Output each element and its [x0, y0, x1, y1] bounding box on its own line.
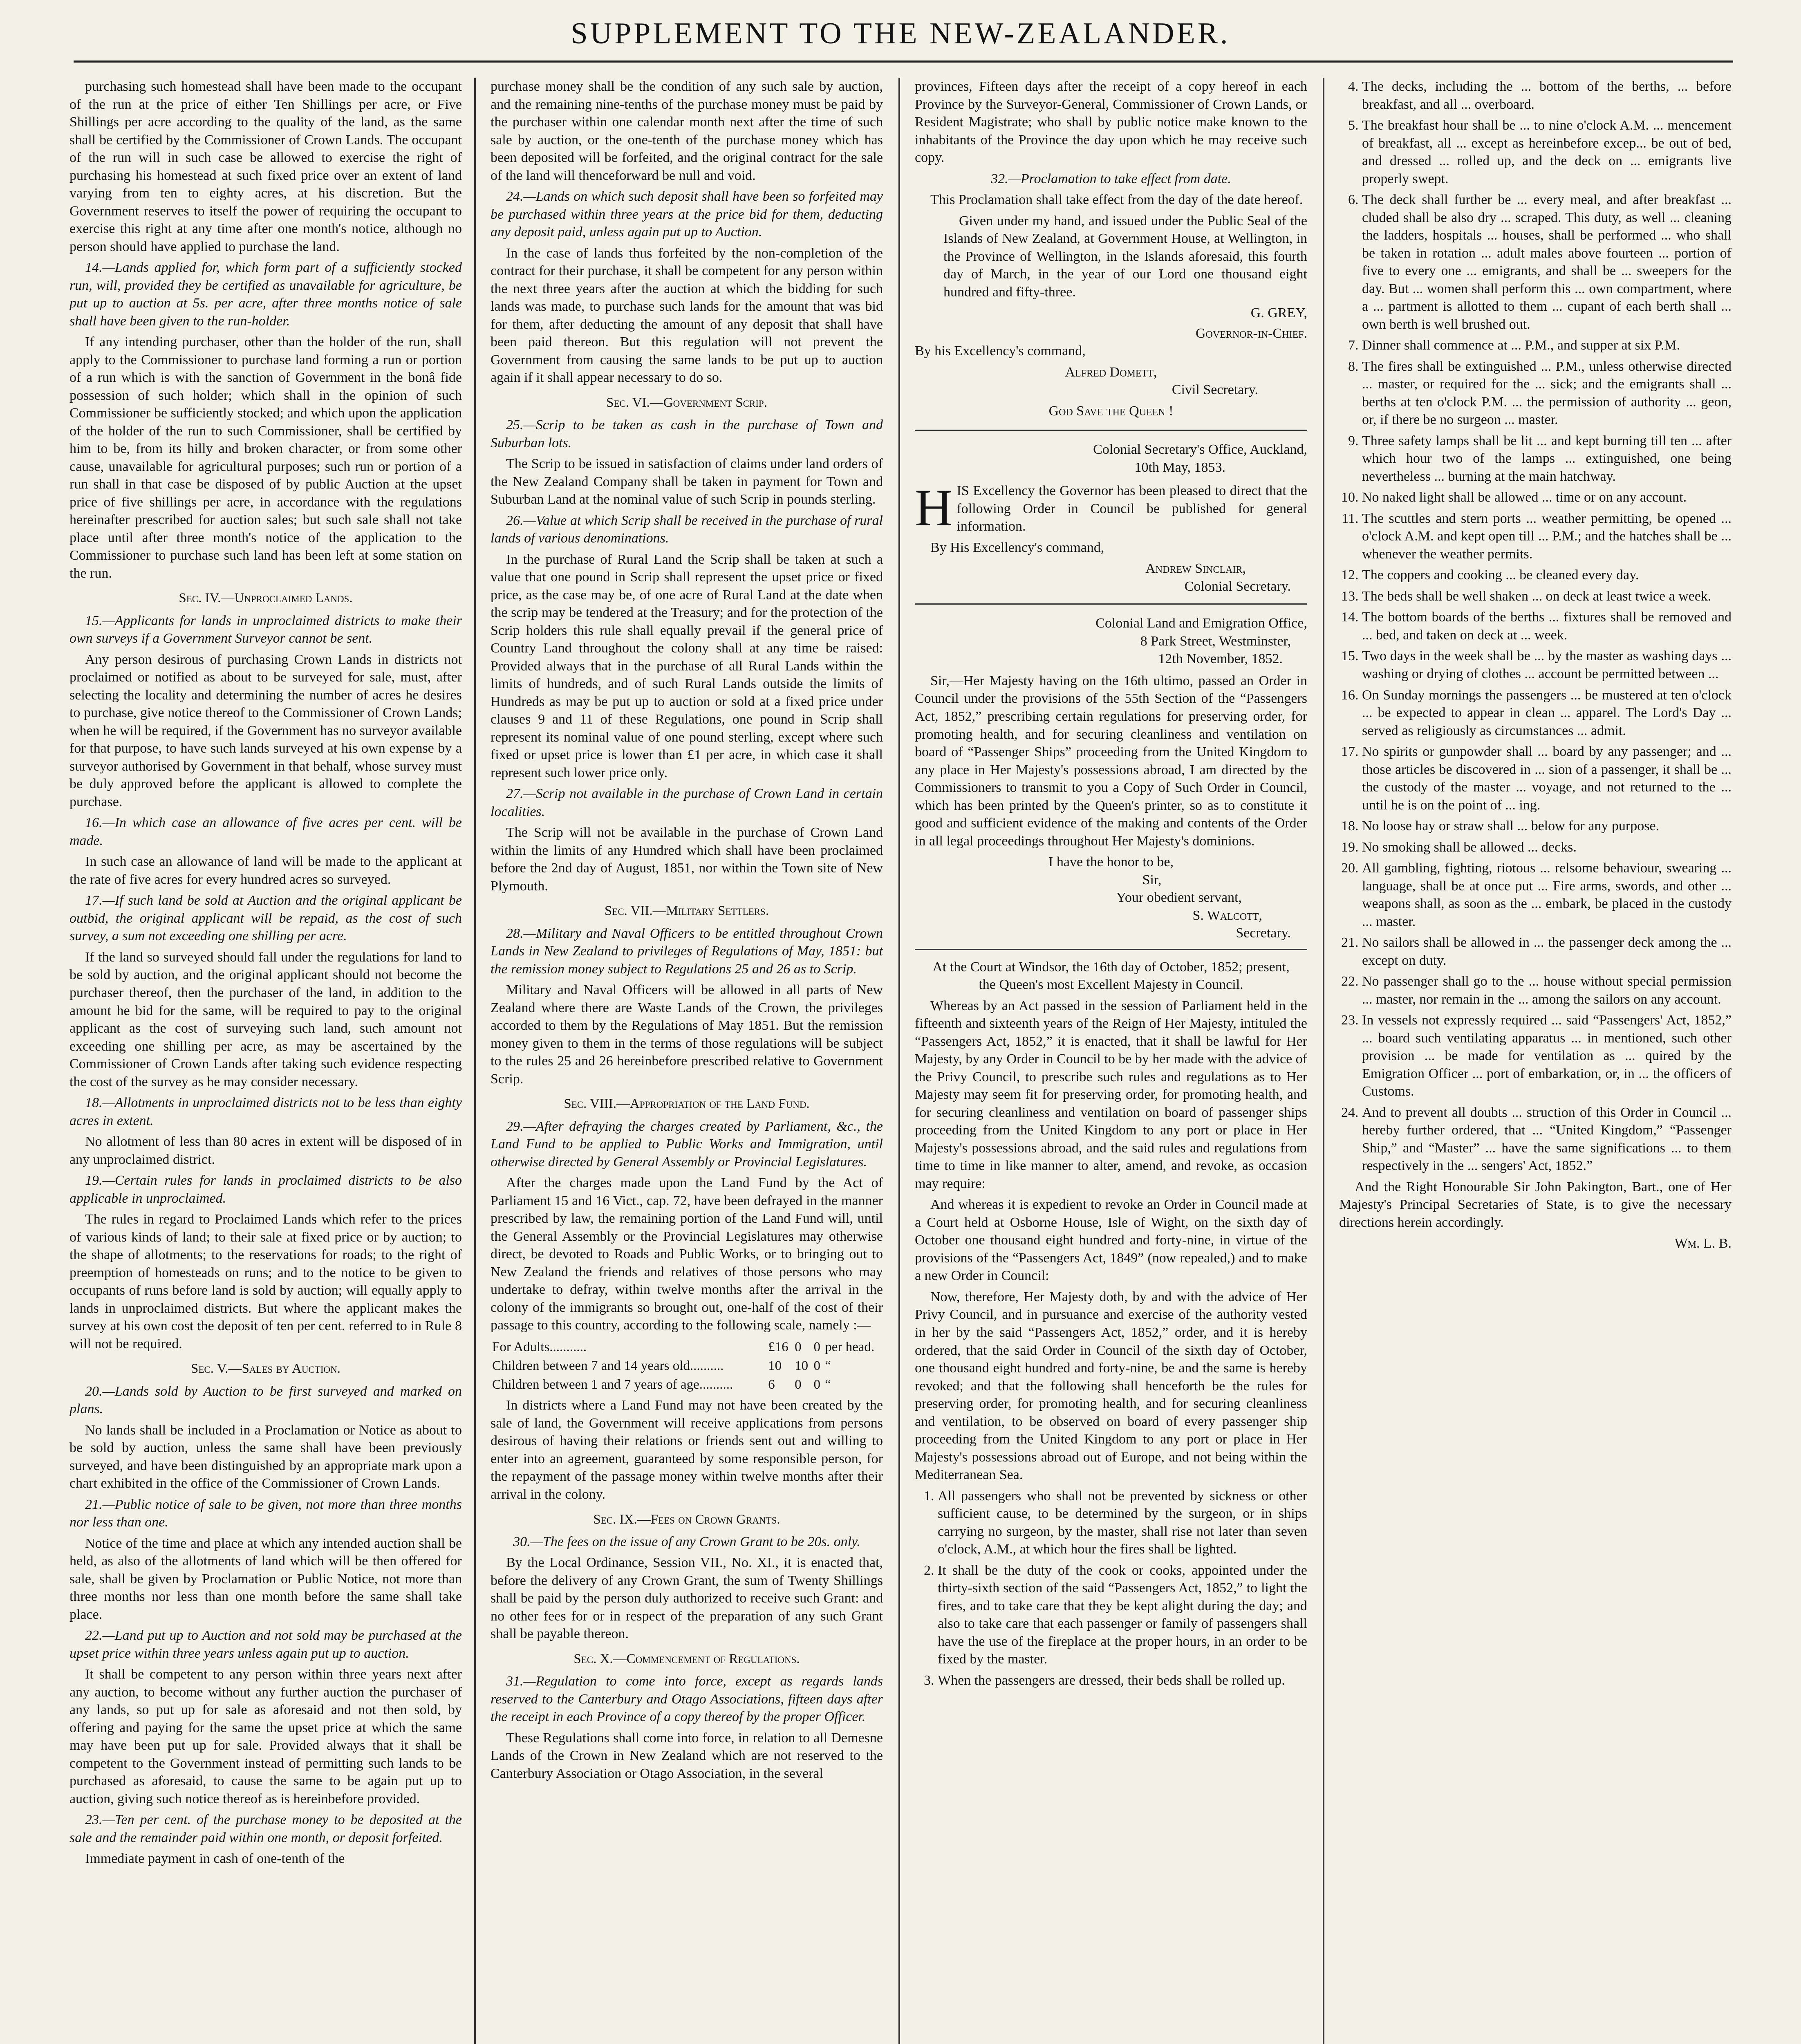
paragraph: Military and Naval Officers will be allowed in all parts of New Zealand where there are Waste Lands of the Crown, the privileges accorded to them by the Regulations of May 1851. But the remission money given to them in the terms of those regulations will be subject to the rules 25 and 26 hereinbefore prescribed relative to Government Scrip. — [491, 982, 883, 1087]
rules-list — [1339, 78, 1732, 1175]
paragraph: By the Local Ordinance, Session VII., No. XI., it is enacted that, before the delivery of any Crown Grant, the sum of Twenty Shillings shall be paid by the person duly authorized to receive such Grant: and no other fees for or in respect of the preparation of any such Grant shall be payable thereon. — [491, 1555, 883, 1642]
list-item: 11. The scuttles and stern ports ... weather permitting, be opened ... o'clock A.M. and kept open till ... P.M.; and the hatches shall be ... whenever the weather permits. — [1362, 510, 1732, 563]
paragraph: purchasing such homestead shall have been made to the occupant of the run at the price of either Ten Shillings per acre, or Five Shillings per acre according to the quality of the land, as the same shall be certified by the Commissioner of Crown Lands. The occupant of the run will in such case be allowed to exercise the right of purchasing his homestead at such fixed price over an extent of land varying from ten to eighty acres, at his discretion. But the Government reserves to itself the power of requiring the occupant to exercise this right at any time after one month's notice, although no person should have applied to purchase the land. — [69, 79, 462, 254]
paragraph: The Scrip will not be available in the purchase of Crown Land within the limits of any Hundred which shall have been proclaimed before the 2nd day of August, 1851, nor within the Town site of New Plymouth. — [491, 825, 883, 894]
paragraph: By His Excellency's command, — [930, 540, 1104, 555]
clause-heading: 28.—Military and Naval Officers to be entitled throughout Crown Lands in New Zealand to privileges of Regulations of May, 1851: but the remission money subject to Regulations 25 and 26 as to Scrip. — [491, 926, 883, 977]
list-item: 14. The bottom boards of the berths ... fixtures shall be removed and ... bed, and taken on deck at ... week. — [1362, 608, 1732, 644]
list-item: 4. The decks, including the ... bottom of the berths, ... before breakfast, and all ... overboard. — [1362, 78, 1732, 113]
clause-heading: 22.—Land put up to Auction and not sold may be purchased at the upset price within three years unless again put up to auction. — [69, 1628, 462, 1661]
clause-heading: 16.—In which case an allowance of five acres per cent. will be made. — [69, 815, 462, 848]
masthead-rule — [74, 61, 1733, 63]
column-divider — [474, 78, 476, 2044]
divider — [915, 430, 1307, 431]
paragraph: Notice of the time and place at which any intended auction shall be held, as also of the allotments of land which will be then offered for sale, shall be given by Proclamation or Public Notice, not more than three months nor less than one month before the same shall take place. — [69, 1535, 462, 1622]
masthead: SUPPLEMENT TO THE NEW-ZEALANDER. — [571, 17, 1230, 50]
list-item: 2. It shall be the duty of the cook or cooks, appointed under the thirty-sixth section of the said “Passengers Act, 1852,” to light the fires, and to take care that they be kept alight during the day; and also to take care that each passenger or family of passengers shall have the use of the fireplace at the proper hours, in an order to be fixed by the master. — [938, 1562, 1307, 1668]
dateline: 8 Park Street, Westminster, — [1140, 633, 1291, 649]
closing-line: I have the honor to be, — [1048, 854, 1174, 870]
closing-line: Sir, — [1142, 872, 1162, 888]
table-cell: 0 — [813, 1358, 821, 1373]
paragraph: No allotment of less than 80 acres in extent will be disposed of in any unproclaimed district. — [69, 1134, 462, 1167]
signature: G. GREY, — [1250, 305, 1307, 321]
table-cell: For Adults........... — [492, 1339, 587, 1354]
dateline: 10th May, 1853. — [1134, 459, 1225, 475]
paragraph: And whereas it is expedient to revoke an Order in Council made at a Court held at Osborne House, Isle of Wight, on the sixth day of October one thousand eight hundred and forty-nine, in virtue of the provisions of the “Passengers Act, 1849” (now repealed,) and to make a new Order in Council: — [915, 1197, 1307, 1284]
paragraph: This Proclamation shall take effect from the day of the date hereof. — [930, 192, 1303, 208]
table-row — [491, 1375, 883, 1394]
paragraph — [915, 479, 1307, 537]
signature-title: Civil Secretary. — [1172, 382, 1258, 398]
list-item: 3. When the passengers are dressed, their beds shall be rolled up. — [938, 1672, 1307, 1690]
table-cell: 0 — [813, 1377, 821, 1392]
paragraph: Given under my hand, and issued under the Public Seal of the Islands of New Zealand, at Government House, at Wellington, in the Province of Wellington, in the Islands aforesaid, this fourth day of March, in the year of our Lord one thousand eight hundred and fifty-three. — [943, 213, 1307, 300]
table-cell: “ — [825, 1377, 831, 1392]
clause-heading: 19.—Certain rules for lands in proclaimed districts to be also applicable in unproclaimed. — [69, 1173, 462, 1206]
paragraph: If any intending purchaser, other than the holder of the run, shall apply to the Commissioner to purchase land forming a run or portion of a run which is with the sanction of Government in the bonâ fide possession of such holder; which shall in the opinion of such Commissioner be sufficiently stocked; and which upon the application of the holder of the run to such Commissioner, shall be certified by him to be, from its hilly and broken character, or from some other cause, unavailable for agricultural purposes; such run or portion of a run shall in that case be disposed of by public Auction at the upset price of five shillings per acre, in accordance with the regulations hereinafter prescribed for auction sales; but such sale shall not take place until after three month's notice of the application to the Commissioner to purchase such land has been left at some station on the run. — [69, 334, 462, 581]
paragraph: In such case an allowance of land will be made to the applicant at the rate of five acres for every hundred acres so surveyed. — [69, 854, 462, 887]
list-item: 8. The fires shall be extinguished ... P.M., unless otherwise directed ... master, or required for the ... sick; and the emigrants shall ... berths at ten o'clock P.M. ... the permission of authority ... geon, or, if there be no surgeon ... master. — [1362, 358, 1732, 429]
rules-list — [915, 1487, 1307, 1690]
table-cell: “ — [825, 1358, 831, 1373]
paragraph-text: IS Excellency the Governor has been pleased to direct that the following Order in Council be published for general information. — [957, 483, 1307, 534]
paragraph: provinces, Fifteen days after the receipt of a copy hereof in each Province by the Surveyor-General, Commissioner of Crown Lands, or Resident Magistrate; who shall by public notice make known to the inhabitants of the Province the day upon which he may receive such copy. — [915, 79, 1307, 166]
list-item: 7. Dinner shall commence at ... P.M., and supper at six P.M. — [1362, 336, 1732, 354]
clause-heading: 14.—Lands applied for, which form part of a sufficiently stocked run, will, provided they be certified as unavailable for agriculture, be put up to auction at 5s. per acre, after three months notice of sale shall have been given to the run-holder. — [69, 260, 462, 329]
clause-heading: 20.—Lands sold by Auction to be first surveyed and marked on plans. — [69, 1383, 462, 1417]
section-heading: Sec. V.—Sales by Auction. — [191, 1361, 340, 1376]
column-4 — [1339, 78, 1732, 2044]
signature-title: Colonial Secretary. — [1184, 578, 1291, 594]
section-heading: Sec. IV.—Unproclaimed Lands. — [179, 591, 353, 606]
clause-heading: 17.—If such land be sold at Auction and the original applicant be outbid, the original applicant will be repaid, as the cost of such survey, a sum not exceeding one shilling per acre. — [69, 893, 462, 944]
list-item: 1. All passengers who shall not be prevented by sickness or other sufficient cause, to be determined by the surgeon, or in ships carrying no surgeon, by the master, shall rise not later than seven o'clock, A.M., at which hour the fires shall be lighted. — [938, 1487, 1307, 1558]
dateline: Colonial Secretary's Office, Auckland, — [1093, 442, 1307, 457]
list-item: 13. The beds shall be well shaken ... on deck at least twice a week. — [1362, 587, 1732, 605]
table-cell: 10 — [768, 1358, 782, 1373]
clause-heading: 26.—Value at which Scrip shall be received in the purchase of rural lands of various denominations. — [491, 513, 883, 546]
paragraph: If the land so surveyed should fall under the regulations for land to be sold by auction, and the original applicant should not become the purchaser thereof, then the purchaser of the land, in addition to the amount he bid for the same, will be required to pay to the original applicant as the cost of surveying such land, such amount not exceeding one shilling per acre, as may be ascertained by the Commissioner of Crown Lands after taking such evidence respecting the cost of the survey as he may consider necessary. — [69, 949, 462, 1089]
table-cell: 0 — [813, 1339, 821, 1354]
signature: S. Walcott, — [1192, 908, 1262, 923]
paragraph: Immediate payment in cash of one-tenth of the — [85, 1851, 345, 1867]
list-item: 17. No spirits or gunpowder shall ... board by any passenger; and ... those articles be discovered in ... sion of a passenger, it shall be ... the custody of the master ... voyage, and not returned to the ... until he is on the point of ... ing. — [1362, 743, 1732, 814]
list-item: 22. No passenger shall go to the ... house without special permission ... master, nor remain in the ... among the sailors on any account. — [1362, 973, 1732, 1008]
clause-heading: 27.—Scrip not available in the purchase of Crown Land in certain localities. — [491, 786, 883, 819]
paragraph: Whereas by an Act passed in the session of Parliament held in the fifteenth and sixteenth years of the Reign of Her Majesty, intituled the “Passengers Act, 1852,” it is enacted, that it shall be lawful for Her Majesty, by any Order in Council to be by her made with the advice of the Privy Council, to prescribe such rules and regulations as to Her Majesty may seem fit for preserving order, for promoting health, and for securing cleanliness and ventilation on board of passenger ships proceeding from the United Kingdom to any port or place in Her Majesty's possessions abroad, and the said rules and regulations from time to time in like manner to alter, amend, and revoke, as occasion may require: — [915, 998, 1307, 1191]
paragraph: It shall be competent to any person within three years next after any auction, to become without any further auction the purchaser of any lands, so put up for sale as aforesaid and not then sold, by offering and paying for the same the upset price at which the same may have been put up for sale. Provided always that it shall be competent to the Government instead of permitting such lands to be purchased as aforesaid, to cause the same to be again put up to auction, giving such notice thereof as is hereinbefore provided. — [69, 1667, 462, 1806]
table-cell: 0 — [795, 1377, 802, 1392]
paragraph: In districts where a Land Fund may not have been created by the sale of land, the Government will receive applications from persons desirous of having their relations or friends sent out and willing to enter into an agreement, guaranteed by some responsible person, for the repayment of the passage money within twelve months after their arrival in the colony. — [491, 1398, 883, 1502]
clause-heading: 32.—Proclamation to take effect from date. — [991, 171, 1231, 186]
divider — [915, 603, 1307, 605]
list-item: 19. No smoking shall be allowed ... decks. — [1362, 838, 1732, 856]
paragraph: In the purchase of Rural Land the Scrip shall be taken at such a value that one pound in Scrip shall represent the upset price or fixed price, as the case may be, of one acre of Rural Land at the date when the scrip may be tendered at the Treasury; and for the protection of the Scrip holders this rule shall equally prevail if the general price of Country Land throughout the colony shall at any time be raised: Provided always that in the purchase of all Rural Lands within the limits of hundreds, and of such Rural Lands outside the limits of Hundreds as may be put up to auction or sold at a fixed price under clauses 9 and 11 of these Regulations, one pound in Scrip shall represent its nominal value of one pound sterling, except where such fixed or upset price is lower than £1 per acre, in which case it shall represent such lower price only. — [491, 551, 883, 780]
list-item: 12. The coppers and cooking ... be cleaned every day. — [1362, 566, 1732, 584]
list-item: 6. The deck shall further be ... every meal, and after breakfast ... cluded shall be also dry ... scraped. This duty, as well ... cleaning the ladders, hospitals ... houses, shall be performed ... who shall be taken in rotation ... adult males above fourteen ... portion of five to every one ... emigrants, and shall be ... sweepers for the day. But ... women shall perform this ... own compartment, where a ... partment is allotted to them ... cupant of each berth shall ... own berth is well brushed out. — [1362, 191, 1732, 333]
paragraph: No lands shall be included in a Proclamation or Notice as about to be sold by auction, unless the same shall have been previously surveyed, and have been distinguished by an appropriate mark upon a chart exhibited in the office of the Commissioner of Crown Lands. — [69, 1422, 462, 1491]
closing-line: Your obedient servant, — [1116, 890, 1242, 905]
column-divider — [898, 78, 900, 2044]
list-item: 23. In vessels not expressly required ... said “Passengers' Act, 1852,” ... board such ventilating apparatus ... in mentioned, such other provision ... be made for ventilation as ... quired by the Emigration Officer ... port of embarkation, or, in ... the officers of Customs. — [1362, 1011, 1732, 1100]
paragraph: The rules in regard to Proclaimed Lands which refer to the prices of various kinds of land; to their sale at fixed price or by auction; to the shape of allotments; to the reservations for roads; to the right of preemption of homesteads on runs; and to the notice to be given to occupants of runs before land is sold by auction; will equally apply to lands in unproclaimed districts. But where the applicant makes the survey at his own cost the deposit of ten per cent. referred to in Rule 8 will not be required. — [69, 1212, 462, 1351]
column-1 — [69, 78, 462, 2044]
drop-capital: H — [915, 479, 953, 537]
list-item: 18. No loose hay or straw shall ... below for any purpose. — [1362, 817, 1732, 835]
section-heading: Sec. VII.—Military Settlers. — [604, 903, 769, 919]
paragraph: In the case of lands thus forfeited by the non-completion of the contract for their purchase, it shall be competent for any person within the next three years after the auction at which the bidding for such lands was made, to purchase such lands for the amount that was bid for them, after deducting the amount of any deposit that shall have been paid thereon. But this regulation will not prevent the Government from causing the same lands to be put up to auction again if it shall appear necessary to do so. — [491, 245, 883, 385]
list-item: 5. The breakfast hour shall be ... to nine o'clock A.M. ... mencement of breakfast, all ... except as hereinbefore excep... be out of bed, and dressed ... rolled up, and the deck on ... emigrants live properly swept. — [1362, 117, 1732, 188]
passage-fee-table — [491, 1338, 883, 1394]
list-item: 24. And to prevent all doubts ... struction of this Order in Council ... hereby further ordered, that ... “United Kingdom,” “Passenger Ship,” and “Master” ... have the same significations ... to them respectively in the ... sengers' Act, 1852.” — [1362, 1104, 1732, 1175]
table-row — [491, 1356, 883, 1375]
paragraph: Now, therefore, Her Majesty doth, by and with the advice of Her Privy Council, and in pursuance and exercise of the authority vested in her by the said “Passengers Act, 1852,” order, and it is hereby ordered, that the said Order in Council of the sixth day of October, one thousand eight hundred and forty-nine, be and the same is hereby revoked; and that the following shall henceforth be the rules for preserving order, for promoting health, and for securing cleanliness and ventilation, to be observed on board of every passenger ship proceeding from the United Kingdom to any port or place in Her Majesty's possessions abroad out of Europe, and not being within the Mediterranean Sea. — [915, 1289, 1307, 1483]
paragraph: After the charges made upon the Land Fund by the Act of Parliament 15 and 16 Vict., cap. 72, have been defrayed in the manner prescribed by law, the remaining portion of the Land Fund will, until the General Assembly or the Provincial Legislatures may otherwise direct, be devoted to Roads and Public Works, or to bringing out to New Zealand the friends and relatives of those persons who may undertake to defray, within twelve months after the arrival in the colony of the immigrants so brought out, one-half of the cost of their passage to this country, according to the following scale, namely :— — [491, 1175, 883, 1333]
paragraph: The Scrip to be issued in satisfaction of claims under land orders of the New Zealand Company shall be taken in payment for Town and Suburban Land at the nominal value of such Scrip in pounds sterling. — [491, 456, 883, 507]
table-cell: 0 — [795, 1339, 802, 1354]
clause-heading: 24.—Lands on which such deposit shall have been so forfeited may be purchased within three years at the price bid for them, deducting any deposit paid, unless again put up to Auction. — [491, 189, 883, 240]
column-3 — [915, 78, 1307, 2044]
table-row — [491, 1338, 883, 1356]
paragraph: And the Right Honourable Sir John Pakington, Bart., one of Her Majesty's Principal Secretaries of State, is to give the necessary directions herein accordingly. — [1339, 1179, 1732, 1230]
clause-heading: 15.—Applicants for lands in unproclaimed districts to make their own surveys if a Government Surveyor cannot be sent. — [69, 613, 462, 646]
table-cell: 10 — [795, 1358, 809, 1373]
clause-heading: 30.—The fees on the issue of any Crown Grant to be 20s. only. — [513, 1534, 860, 1549]
list-item: 15. Two days in the week shall be ... by the master as washing days ... washing or drying of clothes ... account be permitted between ... — [1362, 647, 1732, 683]
closing-line: God Save the Queen ! — [1048, 403, 1174, 419]
table-cell: 6 — [768, 1377, 775, 1392]
paragraph: By his Excellency's command, — [915, 343, 1086, 359]
dateline: 12th November, 1852. — [1158, 651, 1283, 667]
list-item: 16. On Sunday mornings the passengers ... be mustered at ten o'clock ... be expected to appear in clean ... apparel. The Lord's Day ... served as religiously as circumstances ... admit. — [1362, 686, 1732, 740]
list-item: 10. No naked light shall be allowed ... time or on any account. — [1362, 489, 1732, 507]
clause-heading: 23.—Ten per cent. of the purchase money to be deposited at the sale and the remainder paid within one month, or deposit forfeited. — [69, 1812, 462, 1845]
table-cell: per head. — [825, 1339, 875, 1354]
table-cell: Children between 7 and 14 years old.......... — [492, 1358, 724, 1373]
paragraph: These Regulations shall come into force, in relation to all Demesne Lands of the Crown in New Zealand which are not reserved to the Canterbury Association or Otago Association, in the several — [491, 1730, 883, 1781]
signature: Wm. L. B. — [1674, 1236, 1732, 1251]
signature-title: Governor-in-Chief. — [1195, 325, 1307, 341]
table-cell: £16 — [768, 1339, 788, 1354]
list-item: 21. No sailors shall be allowed in ... the passenger deck among the ... except on duty. — [1362, 934, 1732, 969]
section-heading: Sec. IX.—Fees on Crown Grants. — [593, 1512, 780, 1527]
list-item: 20. All gambling, fighting, riotous ... relsome behaviour, swearing ... language, shall be at once put ... Fire arms, swords, and other ... weapons shall, as soon as the ... embark, be placed in the custody ... master. — [1362, 859, 1732, 930]
section-heading: Sec. VI.—Government Scrip. — [606, 395, 767, 410]
paragraph: At the Court at Windsor, the 16th day of October, 1852; present, the Queen's most Excellent Majesty in Council. — [932, 959, 1290, 993]
clause-heading: 25.—Scrip to be taken as cash in the purchase of Town and Suburban lots. — [491, 417, 883, 450]
clause-heading: 31.—Regulation to come into force, except as regards lands reserved to the Canterbury and Otago Associations, fifteen days after the receipt in each Province of a copy thereof by the proper Officer. — [491, 1674, 883, 1725]
signature: Alfred Domett, — [1065, 364, 1157, 380]
column-2 — [491, 78, 883, 2044]
list-item: 9. Three safety lamps shall be lit ... and kept burning till ten ... after which hour two of the lamps ... extinguished, one being nevertheless ... burning at the main hatchway. — [1362, 432, 1732, 486]
signature: Andrew Sinclair, — [1145, 561, 1246, 576]
dateline: Colonial Land and Emigration Office, — [1095, 616, 1307, 631]
table-cell: Children between 1 and 7 years of age.......... — [492, 1377, 733, 1392]
divider — [915, 949, 1307, 950]
signature-title: Secretary. — [1236, 926, 1291, 941]
paragraph: Sir,—Her Majesty having on the 16th ultimo, passed an Order in Council under the provisions of the 55th Section of the “Passengers Act, 1852,” prescribing certain regulations for preserving order, for promoting health, and for securing cleanliness and ventilation on board of “Passenger Ships” proceeding from the United Kingdom to any place in Her Majesty's possessions abroad, I am directed by the Commissioners to transmit to you a Copy of Such Order in Council, which has been printed by the Queen's printer, so as to constitute it good and sufficient evidence of the making and contents of the Order in all legal proceedings throughout Her Majesty's dominions. — [915, 673, 1307, 849]
clause-heading: 21.—Public notice of sale to be given, not more than three months nor less than one. — [69, 1497, 462, 1530]
clause-heading: 18.—Allotments in unproclaimed districts not to be less than eighty acres in extent. — [69, 1095, 462, 1128]
column-divider — [1323, 78, 1324, 2044]
paragraph: Any person desirous of purchasing Crown Lands in districts not proclaimed or notified as about to be surveyed for sale, must, after selecting the locality and determining the number of acres he desires to purchase, give notice thereof to the Commissioner of Crown Lands; when he will be required, if the Government has no surveyor available for that purpose, to have such lands surveyed at his own expense by a surveyor authorised by Government in that behalf, whose survey must be duly approved before the applicant is allowed to complete the purchase. — [69, 652, 462, 809]
section-heading: Sec. X.—Commencement of Regulations. — [573, 1651, 800, 1666]
clause-heading: 29.—After defraying the charges created by Parliament, &c., the Land Fund to be applied to Public Works and Immigration, until otherwise directed by General Assembly or Provincial Legislatures. — [491, 1118, 883, 1170]
section-heading: Sec. VIII.—Appropriation of the Land Fund. — [564, 1096, 810, 1112]
paragraph: purchase money shall be the condition of any such sale by auction, and the remaining nine-tenths of the purchase money must be paid by the purchaser within one calendar month next after the time of such sale by auction, or the one-tenth of the purchase money which has been deposited will be forfeited, and the original contract for the sale of the land will thenceforward be null and void. — [491, 79, 883, 183]
